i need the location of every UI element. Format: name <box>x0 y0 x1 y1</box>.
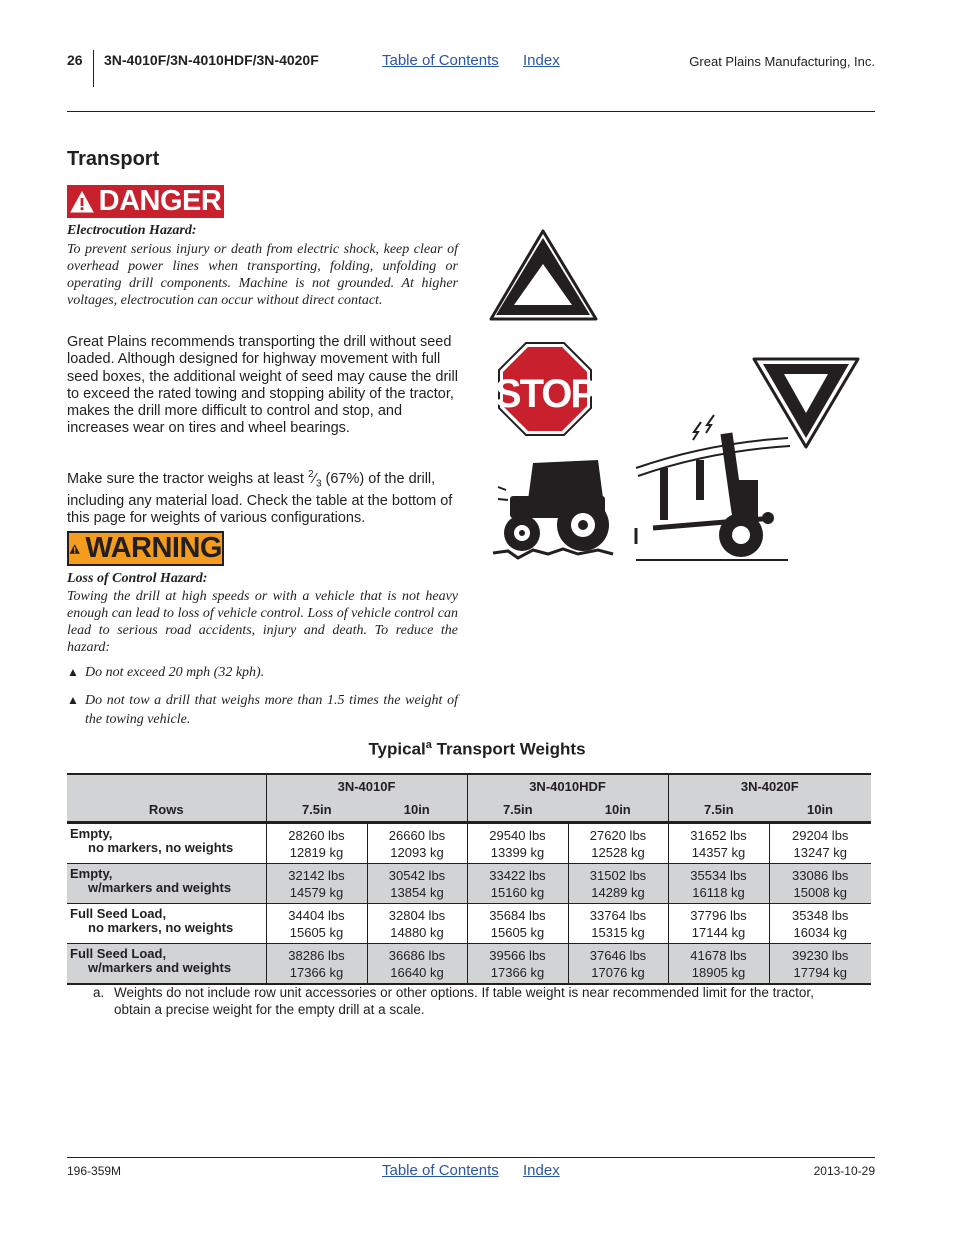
table-cell: 31502 lbs 14289 kg <box>568 864 668 904</box>
para-post: (67%) of the drill, including any material load. Check the table at the bottom of this page for weights of various configurations. <box>67 470 453 527</box>
danger-label: DANGER <box>98 185 222 217</box>
width-header: 7.5in <box>467 798 568 823</box>
slow-moving-vehicle-triangle-icon <box>491 231 596 319</box>
model-title: 3N-4010F/3N-4010HDF/3N-4020F <box>104 52 319 68</box>
table-cell: 29540 lbs 13399 kg <box>467 823 568 864</box>
row-label: Full Seed Load, w/markers and weights <box>67 944 266 985</box>
table-cell: 28260 lbs 12819 kg <box>266 823 367 864</box>
danger-title: Electrocution Hazard: <box>67 223 197 238</box>
table-cell: 32804 lbs 14880 kg <box>367 904 467 944</box>
table-cell: 27620 lbs 12528 kg <box>568 823 668 864</box>
rows-header: Rows <box>67 798 266 823</box>
para-pre: Make sure the tractor weighs at least <box>67 470 308 487</box>
table-cell: 30542 lbs 13854 kg <box>367 864 467 904</box>
warning-triangle-icon <box>69 538 80 560</box>
header-divider <box>93 50 94 87</box>
warning-bullet <box>67 691 458 729</box>
paragraph-seed: Great Plains recommends transporting the drill without seed loaded. Although designed for highway movement with full seed boxes, the additional weight of seed may cause the drill to exceed the rated towing and stopping ability of the tractor, makes the drill more difficult to control and stop, and increases wear on tires and wheel bearings. <box>67 334 458 437</box>
table-cell: 29204 lbs 13247 kg <box>769 823 871 864</box>
company-name: Great Plains Manufacturing, Inc. <box>689 54 875 69</box>
table-cell: 26660 lbs 12093 kg <box>367 823 467 864</box>
table-cell: 32142 lbs 14579 kg <box>266 864 367 904</box>
danger-badge <box>67 185 224 218</box>
table-title-main: Typical <box>368 739 426 759</box>
transport-weights-table <box>67 773 871 985</box>
table-title-footnote-marker: a <box>425 739 432 751</box>
bullet-text: Do not tow a drill that weighs more than 1.5 times the weight of the towing vehicle. <box>85 693 458 727</box>
table-cell: 37646 lbs 17076 kg <box>568 944 668 985</box>
transport-safety-illustration <box>488 228 864 568</box>
table-cell: 35348 lbs 16034 kg <box>769 904 871 944</box>
table-cell: 34404 lbs 15605 kg <box>266 904 367 944</box>
tractor-rough-road-icon <box>493 460 613 558</box>
header-rule <box>67 111 875 112</box>
warning-badge <box>67 531 224 566</box>
table-cell: 41678 lbs 18905 kg <box>668 944 769 985</box>
warning-body: Towing the drill at high speeds or with a vehicle that is not heavy enough can lead to loss of vehicle control. Loss of vehicle control can lead to serious road accidents, injury and death. To reduce the hazard: <box>67 589 458 655</box>
table-cell: 31652 lbs 14357 kg <box>668 823 769 864</box>
table-cell: 35684 lbs 15605 kg <box>467 904 568 944</box>
frac-den: 3 <box>315 478 322 490</box>
table-cell: 37796 lbs 17144 kg <box>668 904 769 944</box>
table-row <box>67 864 871 904</box>
row-label: Empty, w/markers and weights <box>67 864 266 904</box>
table-corner <box>67 774 266 798</box>
table-row <box>67 944 871 985</box>
stop-sign-text: STOP <box>494 372 596 416</box>
table-row <box>67 823 871 864</box>
stop-sign-icon <box>495 343 597 435</box>
model-header: 3N-4020F <box>668 774 871 798</box>
bullet-triangle-icon: ▲ <box>67 693 79 707</box>
bullet-text: Do not exceed 20 mph (32 kph). <box>85 665 265 680</box>
bullet-triangle-icon: ▲ <box>67 665 79 679</box>
drill-power-line-icon <box>636 415 790 560</box>
width-header: 10in <box>769 798 871 823</box>
danger-body: To prevent serious injury or death from electric shock, keep clear of overhead power lines when transporting, folding, unfolding or operating drill components. Machine is not grounded. At higher voltages, electrocution can occur without direct contact. <box>67 242 458 308</box>
table-row <box>67 904 871 944</box>
width-header: 10in <box>367 798 467 823</box>
row-label: Empty, no markers, no weights <box>67 823 266 864</box>
table-cell: 39566 lbs 17366 kg <box>467 944 568 985</box>
header-index-link[interactable]: Index <box>523 52 560 69</box>
section-title: Transport <box>67 148 160 170</box>
width-header: 7.5in <box>668 798 769 823</box>
row-label: Full Seed Load, no markers, no weights <box>67 904 266 944</box>
table-cell: 35534 lbs 16118 kg <box>668 864 769 904</box>
header-toc-link[interactable]: Table of Contents <box>382 52 499 69</box>
warning-title: Loss of Control Hazard: <box>67 571 208 586</box>
frac-num: 2 <box>307 469 314 480</box>
table-cell: 33764 lbs 15315 kg <box>568 904 668 944</box>
model-header: 3N-4010HDF <box>467 774 668 798</box>
warning-label: WARNING <box>85 532 222 564</box>
table-cell: 38286 lbs 17366 kg <box>266 944 367 985</box>
model-header: 3N-4010F <box>266 774 467 798</box>
width-header: 7.5in <box>266 798 367 823</box>
paragraph-tractor-weight: Make sure the tractor weighs at least $^2⁄_3$ (67%) of the drill, including any material load. Check the table at the bottom of this page for weights of various configurations. <box>67 469 453 527</box>
footnote-key: a. <box>93 985 105 1000</box>
document-date: 2013-10-29 <box>813 1164 875 1178</box>
footer-toc-link[interactable]: Table of Contents <box>382 1162 499 1179</box>
table-footnote <box>93 984 853 1018</box>
yield-sign-icon <box>754 359 858 447</box>
table-title-rest: Transport Weights <box>431 739 586 759</box>
table-title <box>0 739 954 760</box>
table-cell: 33422 lbs 15160 kg <box>467 864 568 904</box>
table-cell: 33086 lbs 15008 kg <box>769 864 871 904</box>
table-cell: 39230 lbs 17794 kg <box>769 944 871 985</box>
warning-bullet <box>67 663 458 682</box>
table-cell: 36686 lbs 16640 kg <box>367 944 467 985</box>
footer-rule <box>67 1157 875 1158</box>
warning-triangle-icon <box>70 191 94 213</box>
width-header: 10in <box>568 798 668 823</box>
document-number: 196-359M <box>67 1164 122 1178</box>
footer-index-link[interactable]: Index <box>523 1162 560 1179</box>
page-number: 26 <box>67 52 83 68</box>
footnote-text: Weights do not include row unit accessories or other options. If table weight is near recommended limit for the tractor, obtain a precise weight for the empty drill at a scale. <box>114 985 814 1017</box>
